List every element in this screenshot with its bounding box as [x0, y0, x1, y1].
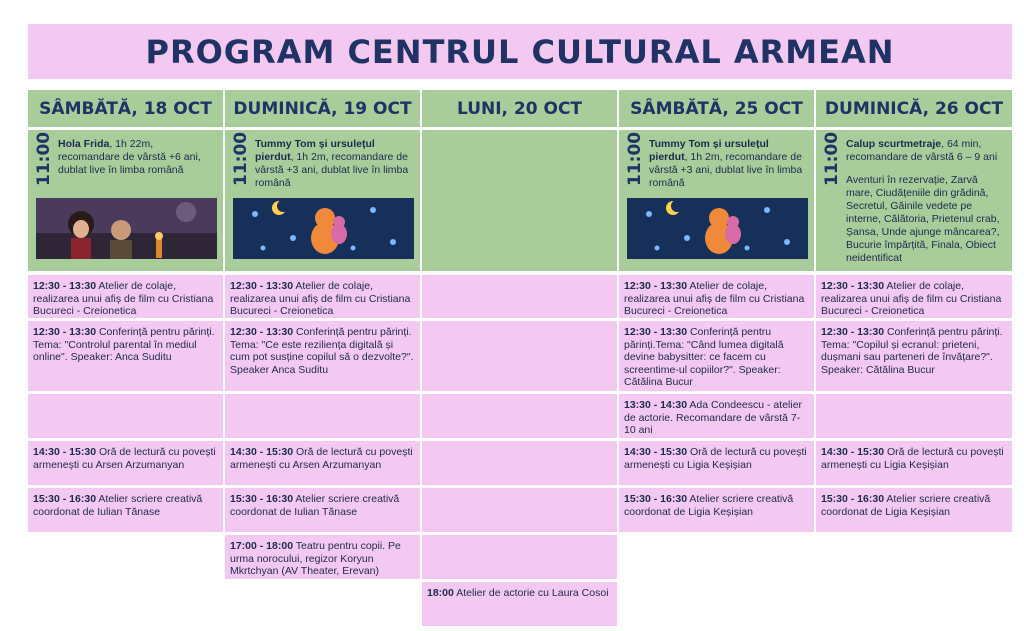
empty-cell	[28, 394, 223, 438]
shorts-list: Aventuri în rezervație, Zarvă mare, Ciudățeniile din grădină, Secretul, Găinile vedete pe interne, Călătoria, Prietenul crab, Șansa, Unde ajunge mâncarea?, Bucurie împărțită, Finala, Obiect neidentificat	[846, 174, 1000, 264]
day-header-sat-25: SÂMBĂTĂ, 25 OCT	[619, 90, 814, 127]
event-conference-sun-26: 12:30 - 13:30 Conferință pentru părinți. Tema: "Copilul și ecranul: prieteni, dușmani sau parteneri de învățare?". Speaker: Cătălina Bucur	[816, 321, 1012, 391]
event-conference-sat-25: 12:30 - 13:30 Conferință pentru părinți.Tema: "Când lumea digitală devine babysitter: ce facem cu screentime-ul copiilor?". Speaker: Cătălina Bucur	[619, 321, 814, 391]
event-collage-sun-26: 12:30 - 13:30 Atelier de colaje, realizarea unui afiș de film cu Cristiana Bucureci - Creionetica	[816, 275, 1012, 318]
movie-time: 11:00	[231, 131, 251, 186]
day-header-mon-20: LUNI, 20 OCT	[422, 90, 617, 127]
event-reading-sat-18: 14:30 - 15:30 Oră de lectură cu povești armenești cu Arsen Arzumanyan	[28, 441, 223, 485]
movie-cell-sun-26	[816, 130, 1012, 271]
movie-time: 11:00	[822, 131, 842, 186]
movie-thumbnail-hola-frida	[36, 198, 217, 259]
movie-cell-sat-18	[28, 130, 223, 271]
movie-cell-sat-25	[619, 130, 814, 271]
empty-cell	[225, 394, 420, 438]
movie-time: 11:00	[34, 131, 54, 186]
event-writing-sun-26: 15:30 - 16:30 Atelier scriere creativă coordonat de Ligia Keșișian	[816, 488, 1012, 532]
empty-cell	[422, 394, 617, 438]
event-collage-sat-18: 12:30 - 13:30 Atelier de colaje, realizarea unui afiș de film cu Cristiana Bucureci - Creionetica	[28, 275, 223, 318]
event-acting-mon-20: 18:00 Atelier de actorie cu Laura Cosoi	[422, 582, 617, 626]
event-writing-sun-19: 15:30 - 16:30 Atelier scriere creativă coordonat de Iulian Tănase	[225, 488, 420, 532]
event-writing-sat-25: 15:30 - 16:30 Atelier scriere creativă coordonat de Ligia Keșișian	[619, 488, 814, 532]
day-header-sun-26: DUMINICĂ, 26 OCT	[816, 90, 1012, 127]
movie-description: Calup scurtmetraje, 64 min, recomandare de vârstă 6 – 9 ani Aventuri în rezervație, Zarvă mare, Ciudățeniile din grădină, Secretul, Găinile vedete pe interne, Călătoria, Prietenul crab, Șansa, Unde ajunge mâncarea?, Bucurie împărțită, Finala, Obiect neidentificat	[846, 138, 1006, 265]
empty-cell	[422, 275, 617, 318]
movie-time: 11:00	[625, 131, 645, 186]
empty-cell	[816, 394, 1012, 438]
event-reading-sat-25: 14:30 - 15:30 Oră de lectură cu povești armenești cu Ligia Keșișian	[619, 441, 814, 485]
empty-cell	[422, 441, 617, 485]
movie-thumbnail-tummy-tom	[233, 198, 414, 259]
empty-cell	[422, 488, 617, 532]
empty-cell	[422, 321, 617, 391]
event-collage-sat-25: 12:30 - 13:30 Atelier de colaje, realizarea unui afiș de film cu Cristiana Bucureci - Creionetica	[619, 275, 814, 318]
event-reading-sun-26: 14:30 - 15:30 Oră de lectură cu povești armenești cu Ligia Keșișian	[816, 441, 1012, 485]
title-banner	[28, 24, 1012, 79]
day-header-sun-19: DUMINICĂ, 19 OCT	[225, 90, 420, 127]
movie-thumbnail-tummy-tom	[627, 198, 808, 259]
day-header-sat-18: SÂMBĂTĂ, 18 OCT	[28, 90, 223, 127]
event-acting-sat-25: 13:30 - 14:30 Ada Condeescu - atelier de actorie. Recomandare de vârstă 7-10 ani	[619, 394, 814, 438]
movie-description: Tummy Tom și ursulețul pierdut, 1h 2m, recomandare de vârstă +3 ani, dublat live în limba română	[649, 138, 803, 189]
movie-description: Hola Frida, 1h 22m, recomandare de vârstă +6 ani, dublat live în limba română	[58, 138, 201, 176]
event-theatre-sun-19: 17:00 - 18:00 Teatru pentru copii. Pe urma norocului, regizor Koryun Mkrtchyan (AV Theater, Erevan)	[225, 535, 420, 579]
movie-description: Tummy Tom și ursulețul pierdut, 1h 2m, recomandare de vârstă +3 ani, dublat live în limba română	[255, 138, 409, 189]
movie-cell-sun-19	[225, 130, 420, 271]
event-reading-sun-19: 14:30 - 15:30 Oră de lectură cu povești armenești cu Arsen Arzumanyan	[225, 441, 420, 485]
empty-cell	[422, 535, 617, 579]
event-collage-sun-19: 12:30 - 13:30 Atelier de colaje, realizarea unui afiș de film cu Cristiana Bucureci - Creionetica	[225, 275, 420, 318]
page-title: PROGRAM CENTRUL CULTURAL ARMEAN	[145, 32, 895, 71]
movie-cell-mon-20	[422, 130, 617, 271]
event-writing-sat-18: 15:30 - 16:30 Atelier scriere creativă coordonat de Iulian Tănase	[28, 488, 223, 532]
event-conference-sat-18: 12:30 - 13:30 Conferință pentru părinți. Tema: "Controlul parental în mediul online". Speaker: Anca Suditu	[28, 321, 223, 391]
event-conference-sun-19: 12:30 - 13:30 Conferință pentru părinți. Tema: "Ce este reziliența digitală și cum pot susține copilul să o dezvolte?". Speaker Anca Suditu	[225, 321, 420, 391]
